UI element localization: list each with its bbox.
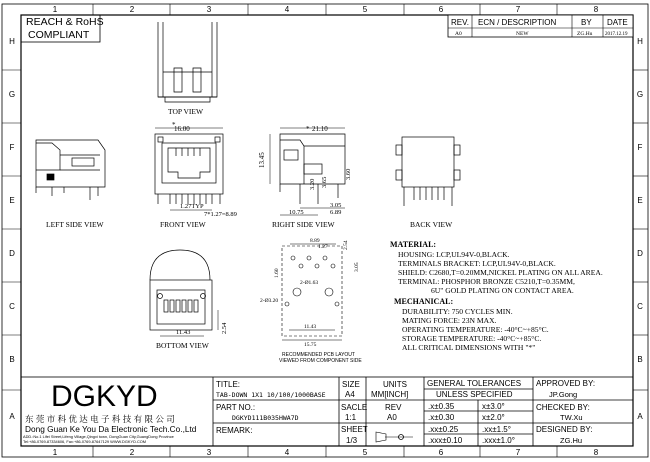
designed-by-value: ZG.Hu xyxy=(560,436,583,445)
back-view xyxy=(396,137,460,206)
frame-column-label: 1 xyxy=(52,448,58,457)
right-w1-dim: 3.05 xyxy=(330,202,342,209)
frame-row-label: E xyxy=(9,196,15,205)
checked-by-value: TW.Xu xyxy=(560,413,583,422)
pcb-top2-dim: 1.27 xyxy=(318,244,328,250)
top-view-label: TOP VIEW xyxy=(168,107,204,116)
top-view xyxy=(158,22,217,102)
front-pitch-dim: 1.27TYP xyxy=(180,203,204,210)
by-value: ZG.Hu xyxy=(577,31,593,37)
frame-row-label: F xyxy=(637,143,643,152)
tolerance-linear: .xxx±0.10 xyxy=(428,436,463,445)
remark-label: REMARK: xyxy=(216,426,253,435)
pcb-d-dim: 2-Ø1.63 xyxy=(300,280,319,286)
pcb-top-dim: 8.89 xyxy=(310,238,320,244)
frame-column-label: 4 xyxy=(284,448,290,457)
sheet-value: 1/3 xyxy=(346,436,358,445)
right-w3-dim: 6.89 xyxy=(330,209,342,216)
title-label: TITLE: xyxy=(216,380,241,389)
company-name-en: Dong Guan Ke You Da Electronic Tech.Co.,Ltd xyxy=(25,424,197,434)
tolerance-angle: x±2.0° xyxy=(482,413,505,422)
frame-row-label: H xyxy=(9,37,15,46)
right-w2-dim: 10.75 xyxy=(289,209,304,216)
scale-label: SACLE xyxy=(341,403,368,412)
tolerance-linear: .x±0.35 xyxy=(428,402,455,411)
ecn-value: NEW xyxy=(516,31,529,37)
company-contact: Tel:+86-0769-87334606, Fax:+86-0769-87647129 WWW.DGKYD.COM xyxy=(23,439,147,444)
mechanical-line: MATING FORCE: 23N MAX. xyxy=(402,316,497,325)
frame-row-label: B xyxy=(9,355,15,364)
company-address: ADD.:No.1 Lifei Street,Lifeng Village,Qingxi town, DongGuan City,GuangDong Province xyxy=(23,434,174,439)
front-span-dim: 7*1.27=8.89 xyxy=(204,211,237,218)
bottom-view-label: BOTTOM VIEW xyxy=(156,341,209,350)
rev-value: A0 xyxy=(455,31,462,37)
right-h3-dim: 3.60 xyxy=(345,168,352,180)
frame-column-label: 5 xyxy=(362,448,368,457)
tolerance-angle: .xxx±1.0° xyxy=(482,436,515,445)
left-side-view xyxy=(36,140,105,200)
pcb-note-2: VIEWED FROM COMPONENT SIDE xyxy=(279,358,362,364)
revision-table xyxy=(448,15,633,37)
material-title: MATERIAL: xyxy=(390,240,437,249)
part-no-label: PART NO.: xyxy=(216,403,256,412)
sheet-label: SHEET xyxy=(341,425,368,434)
compliance-box xyxy=(21,15,104,42)
tolerance-angle: .xx±1.5° xyxy=(482,425,511,434)
frame-row-label: E xyxy=(637,196,643,205)
front-view-label: FRONT VIEW xyxy=(160,220,206,229)
frame-row-label: B xyxy=(637,355,643,364)
frame-row-label: A xyxy=(9,412,15,421)
frame-column-label: 7 xyxy=(515,448,521,457)
company-name-cn: 东 莞 市 科 优 达 电 子 科 技 有 限 公 司 xyxy=(25,414,175,424)
frame-row-label: G xyxy=(8,90,16,99)
right-height-dim: 13.45 xyxy=(258,152,266,168)
date-value: 2017.12.19 xyxy=(605,32,628,37)
frame-column-label: 8 xyxy=(593,448,599,457)
pcb-a-dim: 2.54 xyxy=(343,240,349,250)
mechanical-line: STORAGE TEMPERATURE: -40°C~+85°C. xyxy=(402,334,542,343)
by-header: BY xyxy=(581,18,592,27)
material-line: HOUSING: LCP,UL94V-0,BLACK. xyxy=(398,250,510,259)
size-label: SIZE xyxy=(342,380,360,389)
back-view-label: BACK VIEW xyxy=(410,220,453,229)
tolerance-angle: x±3.0° xyxy=(482,402,505,411)
date-header: DATE xyxy=(607,18,628,27)
frame-column-label: 2 xyxy=(129,5,135,14)
pcb-c-dim: 1.60 xyxy=(274,268,280,278)
pcb-b-dim: 3.05 xyxy=(354,262,360,272)
pcb-e-dim: 2-Ø3.20 xyxy=(260,298,279,304)
mechanical-line: OPERATING TEMPERATURE: -40°C~+85°C. xyxy=(402,325,549,334)
rev-block-value: A0 xyxy=(387,413,397,422)
bottom-view xyxy=(150,250,218,336)
frame-row-label: F xyxy=(9,143,15,152)
ecn-header: ECN / DESCRIPTION xyxy=(478,18,557,27)
frame-column-label: 4 xyxy=(284,5,290,14)
frame-row-label: C xyxy=(9,302,15,311)
frame-column-label: 5 xyxy=(362,5,368,14)
part-no-value: DGKYD111B035HWA7D xyxy=(232,414,299,422)
rev-label: REV xyxy=(385,403,402,412)
compliance-line2: COMPLIANT xyxy=(28,29,90,41)
frame-row-label: D xyxy=(9,249,15,258)
svg-text:*: * xyxy=(172,121,176,129)
svg-text:*: * xyxy=(306,125,310,133)
frame-row-label: C xyxy=(637,302,643,311)
frame-column-label: 2 xyxy=(129,448,135,457)
frame-column-label: 3 xyxy=(206,448,212,457)
front-width-dim: 16.00 xyxy=(174,125,190,133)
pcb-f-dim: 11.43 xyxy=(304,324,317,330)
frame-column-label: 7 xyxy=(515,5,521,14)
bottom-width-dim: 11.43 xyxy=(176,329,191,336)
mechanical-line: DURABILITY: 750 CYCLES MIN. xyxy=(402,307,513,316)
front-view xyxy=(155,128,223,210)
tolerance-linear: .xx±0.25 xyxy=(428,425,459,434)
compliance-line1: REACH & RoHS xyxy=(26,16,104,28)
frame-row-label: H xyxy=(637,37,643,46)
approved-by-value: JP.Gong xyxy=(549,390,578,399)
frame-row-label: A xyxy=(637,412,643,421)
frame-row-label: D xyxy=(637,249,643,258)
material-line: 6U" GOLD PLATING ON CONTACT AREA. xyxy=(431,286,574,295)
designed-by-label: DESIGNED BY: xyxy=(536,425,593,434)
right-side-view-label: RIGHT SIDE VIEW xyxy=(272,220,335,229)
tolerance-title-1: GENERAL TOLERANCES xyxy=(427,379,522,388)
size-value: A4 xyxy=(345,390,355,399)
left-side-view-label: LEFT SIDE VIEW xyxy=(46,220,104,229)
mechanical-line: ALL CRITICAL DIMENSIONS WITH "*" xyxy=(402,343,536,352)
tolerance-title-2: UNLESS SPECIFIED xyxy=(436,390,513,399)
scale-value: 1:1 xyxy=(345,413,357,422)
frame-column-label: 6 xyxy=(438,5,444,14)
mechanical-notes xyxy=(394,297,549,352)
frame-column-label: 1 xyxy=(52,5,58,14)
units-label: UNITS xyxy=(383,380,407,389)
bottom-height-dim: 2.54 xyxy=(221,322,228,334)
pcb-note-1: RECOMMENDED PCB LAYOUT xyxy=(282,352,355,358)
material-line: TERMINALS BRACKET: LCP,UL94V-0,BLACK. xyxy=(398,259,556,268)
material-notes xyxy=(390,240,603,295)
tolerance-linear: .x±0.30 xyxy=(428,413,455,422)
rev-header: REV. xyxy=(451,18,469,27)
frame-column-label: 8 xyxy=(593,5,599,14)
material-line: TERMINAL: PHOSPHOR BRONZE C5210,T=0.35MM, xyxy=(398,277,575,286)
pcb-g-dim: 15.75 xyxy=(304,342,317,348)
units-value: MM[INCH] xyxy=(371,390,409,399)
checked-by-label: CHECKED BY: xyxy=(536,403,590,412)
title-value: TAB-DOWN 1X1 10/100/1000BASE xyxy=(216,391,326,399)
approved-by-label: APPROVED BY: xyxy=(536,379,596,388)
right-width-dim: 21.10 xyxy=(312,125,328,133)
right-h1-dim: 3.20 xyxy=(309,178,316,190)
material-line: SHIELD: C2680,T=0.20MM,NICKEL PLATING ON ALL AREA. xyxy=(398,268,603,277)
frame-row-label: G xyxy=(636,90,644,99)
company-logo: DGKYD xyxy=(51,380,158,413)
right-h2-dim: 3.65 xyxy=(321,176,328,188)
mechanical-title: MECHANICAL: xyxy=(394,297,454,306)
frame-column-label: 3 xyxy=(206,5,212,14)
frame-column-label: 6 xyxy=(438,448,444,457)
